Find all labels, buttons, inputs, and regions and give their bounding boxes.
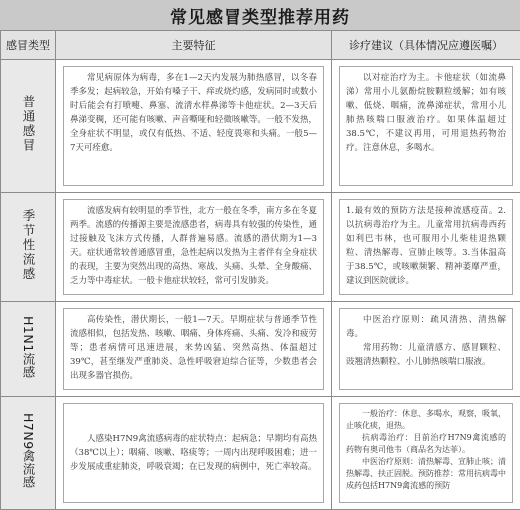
features-cell (56, 302, 332, 397)
table-row (1, 302, 520, 397)
type-label: H7N9禽流感 (19, 413, 37, 489)
advice-box (339, 308, 513, 390)
features-text: 高传染性，潜伏期长，一般1—7天。早期症状与普通季节性流感相似，包括发热、咳嗽、咽痛、身体疼痛、头痛、发冷和疲劳等；患者病情可迅速进展，来势凶猛、突然高热、体温超过39℃，甚至继发严重肺炎、急性呼吸窘迫综合征等，少数患者会出现多器官损伤。 (70, 313, 317, 383)
features-box (63, 199, 324, 295)
table-row (1, 397, 520, 510)
header-advice: 诊疗建议（具体情况应遵医嘱） (332, 31, 520, 60)
features-box (63, 403, 324, 503)
features-cell (56, 193, 332, 302)
type-cell (1, 60, 56, 193)
features-cell (56, 397, 332, 510)
advice-box (339, 403, 513, 503)
features-box (63, 308, 324, 390)
features-text: 常见病原体为病毒，多在1—2天内发展为肺热感冒，以冬春季多发；起病较急，开始有嗓子干、痒或烧灼感，发病同时或数小时后能会有打喷嚏、鼻塞、流清水样鼻涕等卡他症状。2—3天后鼻涕变稠，还可能有咳嗽、声音嘶哑和轻微咳嗽等。一般不发热，全身症状不明显，或仅有低热、不适、轻度畏寒和头痛。一般5—7天可痊愈。 (70, 71, 317, 155)
type-cell (1, 193, 56, 302)
type-cell (1, 397, 56, 510)
features-box (63, 66, 324, 186)
advice-text: 中医治疗原则：清热解毒、宣肺止咳；清热解毒、扶正固脱。预防推荐：常用抗病毒中成药包括H7N9禽流感的预防 (346, 456, 506, 492)
features-cell (56, 60, 332, 193)
header-features: 主要特征 (56, 31, 332, 60)
features-text: 流感发病有较明显的季节性，北方一般在冬季，南方多在冬夏两季。流感的传播源主要是流感患者，病毒具有较强的传染性，通过接触及飞沫方式传播，人群普遍易感。流感的潜伏期为1—3天。症状通常较普通感冒重，急性起病以发热为主者伴有全身症状的表现，主要为突然出现的高热、寒战、头痛、头晕、全身酸痛、乏力等中毒症状。一般卡他症状较轻，常可引发肺炎。 (70, 204, 317, 288)
advice-text: 常用药物：儿童清感方、感冒颗粒、豉翘清热颗粒、小儿肺热咳喘口服液。 (346, 341, 506, 369)
type-label: H1N1流感 (19, 316, 37, 379)
features-text: 人感染H7N9禽流感病毒的症状特点：起病急；早期均有高热（38℃以上）；咽痛、咳嗽、咯痰等；一周内出现呼吸困难；进一步发展成重症肺炎，呼吸衰竭；在已发现的病例中，死亡率较高。 (70, 432, 317, 474)
type-label: 普通感冒 (19, 95, 37, 153)
type-label: 季节性流感 (19, 209, 37, 282)
table-header-row (1, 31, 520, 60)
advice-text: 1.最有效的预防方法是接种流感疫苗。2.以抗病毒治疗为主。儿童常用抗病毒西药如利巴韦林，也可服用小儿柴桂退热颗粒、清热解毒、宣肺止咳等。3.当体温高于38.5℃，或咳嗽频繁、精神萎靡严重，建议到医院就诊。 (346, 204, 506, 288)
page-title: 常见感冒类型推荐用药 (0, 0, 520, 30)
advice-cell (332, 302, 520, 397)
type-cell (1, 302, 56, 397)
table-row (1, 60, 520, 193)
advice-cell (332, 397, 520, 510)
flu-table (0, 30, 520, 510)
advice-box (339, 199, 513, 295)
advice-cell (332, 60, 520, 193)
table-row (1, 193, 520, 302)
advice-cell (332, 193, 520, 302)
advice-box (339, 66, 513, 186)
advice-text: 以对症治疗为主。卡他症状（如流鼻涕）常用小儿氨酚烷胺颗粒缓解；如有咳嗽、低烧、咽痛，流鼻涕症状，常用小儿肺热咳喘口服液治疗。如果体温超过38.5℃，不建议再用，可用退热药物治疗。注意休息，多喝水。 (346, 71, 506, 155)
advice-text: 一般治疗：休息、多喝水，观察，吸氧，止咳化痰，退热。 (346, 408, 506, 432)
advice-text: 抗病毒治疗：目前治疗H7N9禽流感的药物有奥司他韦（商品名为达菲）。 (346, 432, 506, 456)
advice-text: 中医治疗原则：疏风清热、清热解毒。 (346, 313, 506, 341)
header-type: 感冒类型 (1, 31, 56, 60)
